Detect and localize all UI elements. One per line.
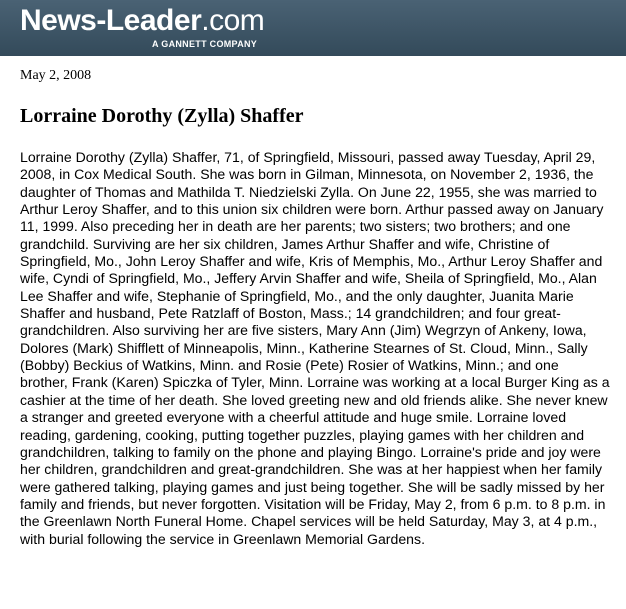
logo-main-text: News-Leader bbox=[20, 4, 202, 37]
logo-tagline: A GANNETT COMPANY bbox=[152, 39, 258, 49]
article-date: May 2, 2008 bbox=[20, 68, 92, 83]
article-headline: Lorraine Dorothy (Zylla) Shaffer bbox=[20, 105, 304, 127]
article-body-text: Lorraine Dorothy (Zylla) Shaffer, 71, of Springfield, Missouri, passed away Tuesday, April 29, 2008, in Cox Medical South. She was born in Gilman, Minnesota, on November 2, 1936, the daughter of Thomas and Mathilda T. Niedzielski Zylla. On June 22, 1955, she was married to Arthur Leroy Shaffer, and to this union six children were born. Arthur passed away on January 11, 1999. Also preceding her in death are her parents; two sisters; two brothers; and one grandchild. Surviving are her six children, James Arthur Shaffer and wife, Christine of Springfield, Mo., John Leroy Shaffer and wife, Kris of Memphis, Mo., Arthur Leroy Shaffer and wife, Cyndi of Springfield, Mo., Jeffery Arvin Shaffer and wife, Sheila of Springfield, Mo., Alan Lee Shaffer and wife, Stephanie of Springfield, Mo., and the only daughter, Juanita Marie Shaffer and husband, Pete Ratzlaff of Boston, Mass.; 14 grandchildren; and four great-grandchildren. Also surviving her are five sisters, Mary Ann (Jim) Wegrzyn of Ankeny, Iowa, Dolores (Mark) Shifflett of Minneapolis, Minn., Katherine Stearnes of St. Cloud, Minn., Sally (Bobby) Beckius of Watkins, Minn. and Rosie (Pete) Rosier of Watkins, Minn.; and one brother, Frank (Karen) Spiczka of Tyler, Minn. Lorraine was working at a local Burger King as a cashier at the time of her death. She loved greeting new and old friends alike. She never knew a stranger and greeted everyone with a cheerful attitude and huge smile. Lorraine loved reading, gardening, cooking, putting together puzzles, playing games with her children and grandchildren, talking to family on the phone and playing Bingo. Lorraine's pride and joy were her children, grandchildren and great-grandchildren. She was at her happiest when her family were gathered talking, playing games and just being together. She will be sadly missed by her family and friends, but never forgotten. Visitation will be Friday, May 2, from 6 p.m. to 8 p.m. in the Greenlawn North Funeral Home. Chapel services will be held Saturday, May 3, at 4 p.m., with burial following the service in Greenlawn Memorial Gardens. bbox=[20, 149, 610, 547]
logo-suffix-text: .com bbox=[201, 4, 265, 37]
masthead-banner bbox=[0, 0, 626, 56]
site-logo[interactable] bbox=[20, 3, 264, 39]
